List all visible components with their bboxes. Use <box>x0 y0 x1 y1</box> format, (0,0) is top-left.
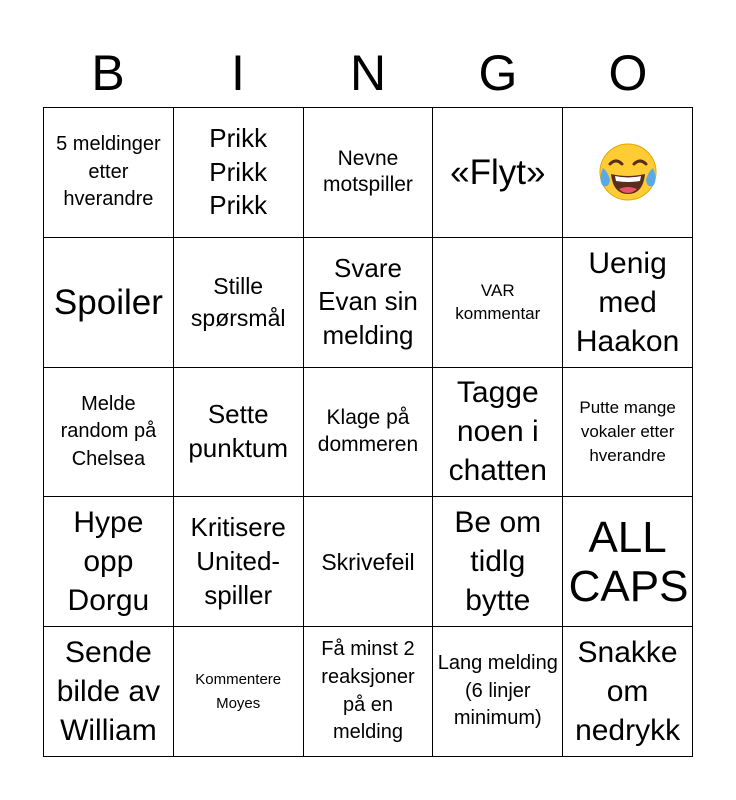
cell-text: Sette punktum <box>188 399 289 463</box>
cell-text: Skrivefeil <box>321 548 415 575</box>
bingo-cell[interactable] <box>563 238 693 368</box>
header-letter-n: N <box>349 45 387 101</box>
cell-text: 5 meldinger etter hverandre <box>56 133 161 211</box>
bingo-cell[interactable] <box>433 238 563 368</box>
header-letter-b: B <box>91 45 125 101</box>
bingo-grid <box>43 107 693 757</box>
cell-text: Spoiler <box>53 282 163 322</box>
bingo-cell[interactable] <box>563 368 693 498</box>
cell-text: Tagge noen i chatten <box>448 376 547 488</box>
bingo-cell[interactable] <box>174 368 304 498</box>
header-letter-o: O <box>608 45 648 101</box>
bingo-cell[interactable] <box>563 497 693 627</box>
bingo-cell[interactable] <box>44 497 174 627</box>
bingo-cell[interactable] <box>174 627 304 757</box>
bingo-cell[interactable] <box>304 238 434 368</box>
bingo-cell[interactable] <box>433 108 563 238</box>
cell-text: «Flyt» <box>450 152 546 192</box>
cell-text: Putte mange vokaler etter hverandre <box>579 397 676 466</box>
cell-text: Få minst 2 reaksjoner på en melding <box>321 638 415 744</box>
cell-text: ALL CAPS <box>568 512 689 611</box>
cell-text: Melde random på Chelsea <box>60 392 157 470</box>
cell-text: Sende bilde av William <box>56 636 161 748</box>
bingo-cell[interactable] <box>44 627 174 757</box>
bingo-cell[interactable] <box>304 497 434 627</box>
bingo-cell[interactable] <box>174 497 304 627</box>
cell-text: Lang melding (6 linjer minimum) <box>437 652 558 730</box>
cell-text: Uenig med Haakon <box>575 246 680 358</box>
bingo-cell[interactable] <box>304 108 434 238</box>
bingo-cell[interactable] <box>563 627 693 757</box>
header-letter-i: I <box>231 45 245 101</box>
cell-text: Stille spørsmål <box>190 273 286 332</box>
cell-text: Kritisere United-spiller <box>190 512 286 610</box>
tears-of-joy-emoji-icon <box>596 140 660 204</box>
cell-text: Klage på dommeren <box>317 406 419 456</box>
bingo-header <box>43 38 693 108</box>
bingo-cell[interactable] <box>174 108 304 238</box>
cell-text: Svare Evan sin melding <box>318 252 418 351</box>
cell-text: Nevne motspiller <box>323 146 413 197</box>
bingo-cell[interactable] <box>44 368 174 498</box>
bingo-cell[interactable] <box>44 108 174 238</box>
cell-text: Hype opp Dorgu <box>67 506 150 618</box>
header-letter-g: G <box>478 45 518 101</box>
cell-text: Snakke om nedrykk <box>575 636 681 748</box>
cell-text: Prikk Prikk Prikk <box>209 122 268 221</box>
bingo-cell[interactable] <box>304 368 434 498</box>
bingo-cell[interactable] <box>44 238 174 368</box>
cell-text: Kommentere Moyes <box>195 671 282 712</box>
bingo-cell[interactable] <box>433 497 563 627</box>
bingo-cell[interactable] <box>174 238 304 368</box>
bingo-cell[interactable] <box>563 108 693 238</box>
cell-text: Be om tidlg bytte <box>454 506 542 618</box>
cell-text: VAR kommentar <box>455 280 541 324</box>
bingo-cell[interactable] <box>433 627 563 757</box>
bingo-cell[interactable] <box>433 368 563 498</box>
bingo-cell[interactable] <box>304 627 434 757</box>
